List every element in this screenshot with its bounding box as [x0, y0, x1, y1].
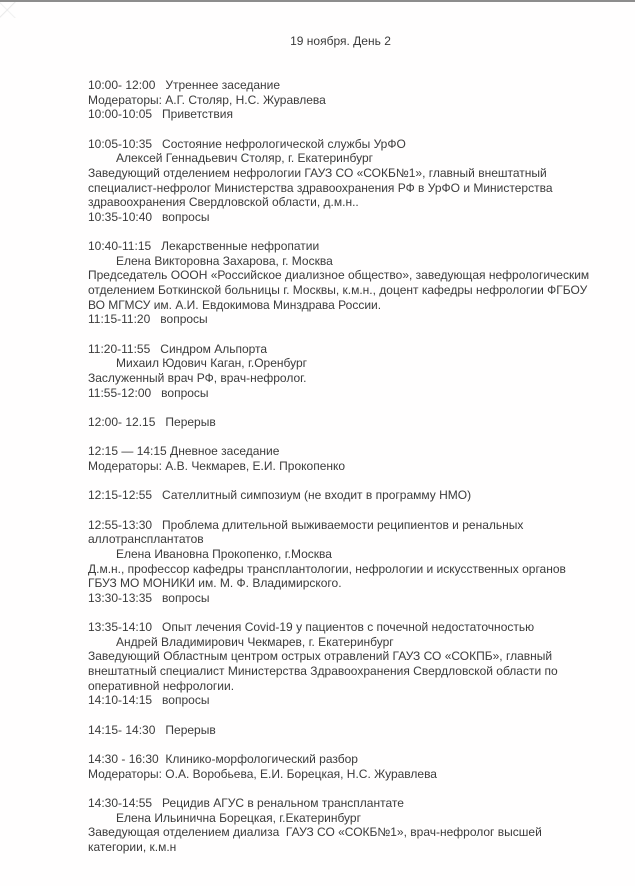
- talk-nephrology-service-urfo: [88, 137, 593, 225]
- affiliation-line: категории, к.м.н: [88, 839, 177, 854]
- affiliation-line: Заведующий Областным центром острых отравлений ГАУЗ СО «СОКПБ», главный: [88, 649, 553, 664]
- moderators-line: Модераторы: А.Г. Столяр, Н.С. Журавлева: [88, 92, 326, 107]
- time-slot-line: 10:00- 12:00 Утреннее заседание: [88, 77, 281, 92]
- clinical-morphological-review-header: [88, 752, 593, 781]
- affiliation-line: Заведующая отделением диализа ГАУЗ СО «СОКБ№1», врач-нефролог высшей: [88, 825, 542, 840]
- page-top-edge: [0, 0, 635, 2]
- topic-continuation-line: аллотрансплантатов: [88, 532, 204, 547]
- break-1: [88, 415, 593, 430]
- affiliation-line: отделением Боткинской больницы г. Москвы, к.м.н., доцент кафедры нефрологии ФГБОУ: [88, 283, 588, 298]
- day-session-header: [88, 444, 593, 473]
- speaker-line: Михаил Юдович Каган, г.Оренбург: [116, 356, 308, 371]
- time-slot-line: 12:00- 12.15 Перерыв: [88, 414, 216, 429]
- moderators-line: Модераторы: А.В. Чекмарев, Е.И. Прокопенко: [88, 458, 346, 473]
- speaker-line: Елена Викторовна Захарова, г. Москва: [116, 253, 333, 268]
- affiliation-line: Председатель ОООН «Российское диализное общество», заведующая нефрологическим: [88, 268, 590, 283]
- speaker-line: Андрей Владимирович Чекмарев, г. Екатеринбург: [116, 634, 394, 649]
- page-corner-artifact: [0, 2, 16, 18]
- affiliation-line: Д.м.н., профессор кафедры трансплантологии, нефрологии и искусственных органов: [88, 561, 566, 576]
- time-slot-line: 12:15 — 14:15 Дневное заседание: [88, 444, 280, 459]
- satellite-symposium: [88, 488, 593, 503]
- questions-line: 11:55-12:00 вопросы: [88, 385, 209, 400]
- moderators-line: Модераторы: О.А. Воробьева, Е.И. Борецкая, Н.С. Журавлева: [88, 766, 437, 781]
- time-slot-line: 14:30 - 16:30 Клинико-морфологический разбор: [88, 751, 358, 766]
- talk-alport-syndrome: [88, 342, 593, 401]
- talk-recipient-survival: [88, 518, 593, 606]
- time-slot-line: 10:40-11:15 Лекарственные нефропатии: [88, 239, 320, 254]
- document-content: [88, 34, 593, 869]
- document-body: [88, 78, 593, 855]
- morning-session-header: [88, 78, 593, 122]
- affiliation-line: здравоохранения Свердловской области, д.м.н..: [88, 195, 359, 210]
- document-title: 19 ноября. День 2: [290, 34, 391, 48]
- time-slot-line: 13:35-14:10 Опыт лечения Covid-19 у пациентов с почечной недостаточностью: [88, 620, 535, 635]
- affiliation-line: внештатный специалист Министерства Здравоохранения Свердловской области по: [88, 664, 558, 679]
- time-slot-line: 12:15-12:55 Сателлитный симпозиум (не входит в программу НМО): [88, 488, 472, 503]
- questions-line: 14:10-14:15 вопросы: [88, 693, 210, 708]
- affiliation-line: оперативной нефрологии.: [88, 678, 235, 693]
- time-slot-line: 10:00-10:05 Приветствия: [88, 107, 234, 122]
- time-slot-line: 11:20-11:55 Синдром Альпорта: [88, 341, 268, 356]
- affiliation-line: специалист-нефролог Министерства здравоохранения РФ в УрФО и Министерства: [88, 180, 553, 195]
- break-2: [88, 723, 593, 738]
- speaker-line: Елена Ильинична Борецкая, г.Екатеринбург: [116, 810, 361, 825]
- time-slot-line: 14:15- 14:30 Перерыв: [88, 722, 216, 737]
- time-slot-line: 12:55-13:30 Проблема длительной выживаемости реципиентов и ренальных: [88, 517, 524, 532]
- time-slot-line: 10:05-10:35 Состояние нефрологической службы УрФО: [88, 136, 406, 151]
- talk-agus-relapse: [88, 796, 593, 855]
- questions-line: 13:30-13:35 вопросы: [88, 590, 210, 605]
- speaker-line: Алексей Геннадьевич Столяр, г. Екатеринбург: [116, 151, 374, 166]
- affiliation-line: Заслуженный врач РФ, врач-нефролог.: [88, 371, 307, 386]
- affiliation-line: ГБУЗ МО МОНИКИ им. М. Ф. Владимирского.: [88, 576, 342, 591]
- affiliation-line: Заведующий отделением нефрологии ГАУЗ СО «СОКБ№1», главный внештатный: [88, 165, 547, 180]
- affiliation-line: ВО МГМСУ им. А.И. Евдокимова Минздрава России.: [88, 297, 382, 312]
- questions-line: 11:15-11:20 вопросы: [88, 312, 208, 327]
- speaker-line: Елена Ивановна Прокопенко, г.Москва: [116, 546, 332, 561]
- talk-drug-nephropathies: [88, 239, 593, 327]
- time-slot-line: 14:30-14:55 Рецидив АГУС в ренальном трансплантате: [88, 795, 404, 810]
- talk-covid19-renal-failure: [88, 620, 593, 708]
- questions-line: 10:35-10:40 вопросы: [88, 209, 210, 224]
